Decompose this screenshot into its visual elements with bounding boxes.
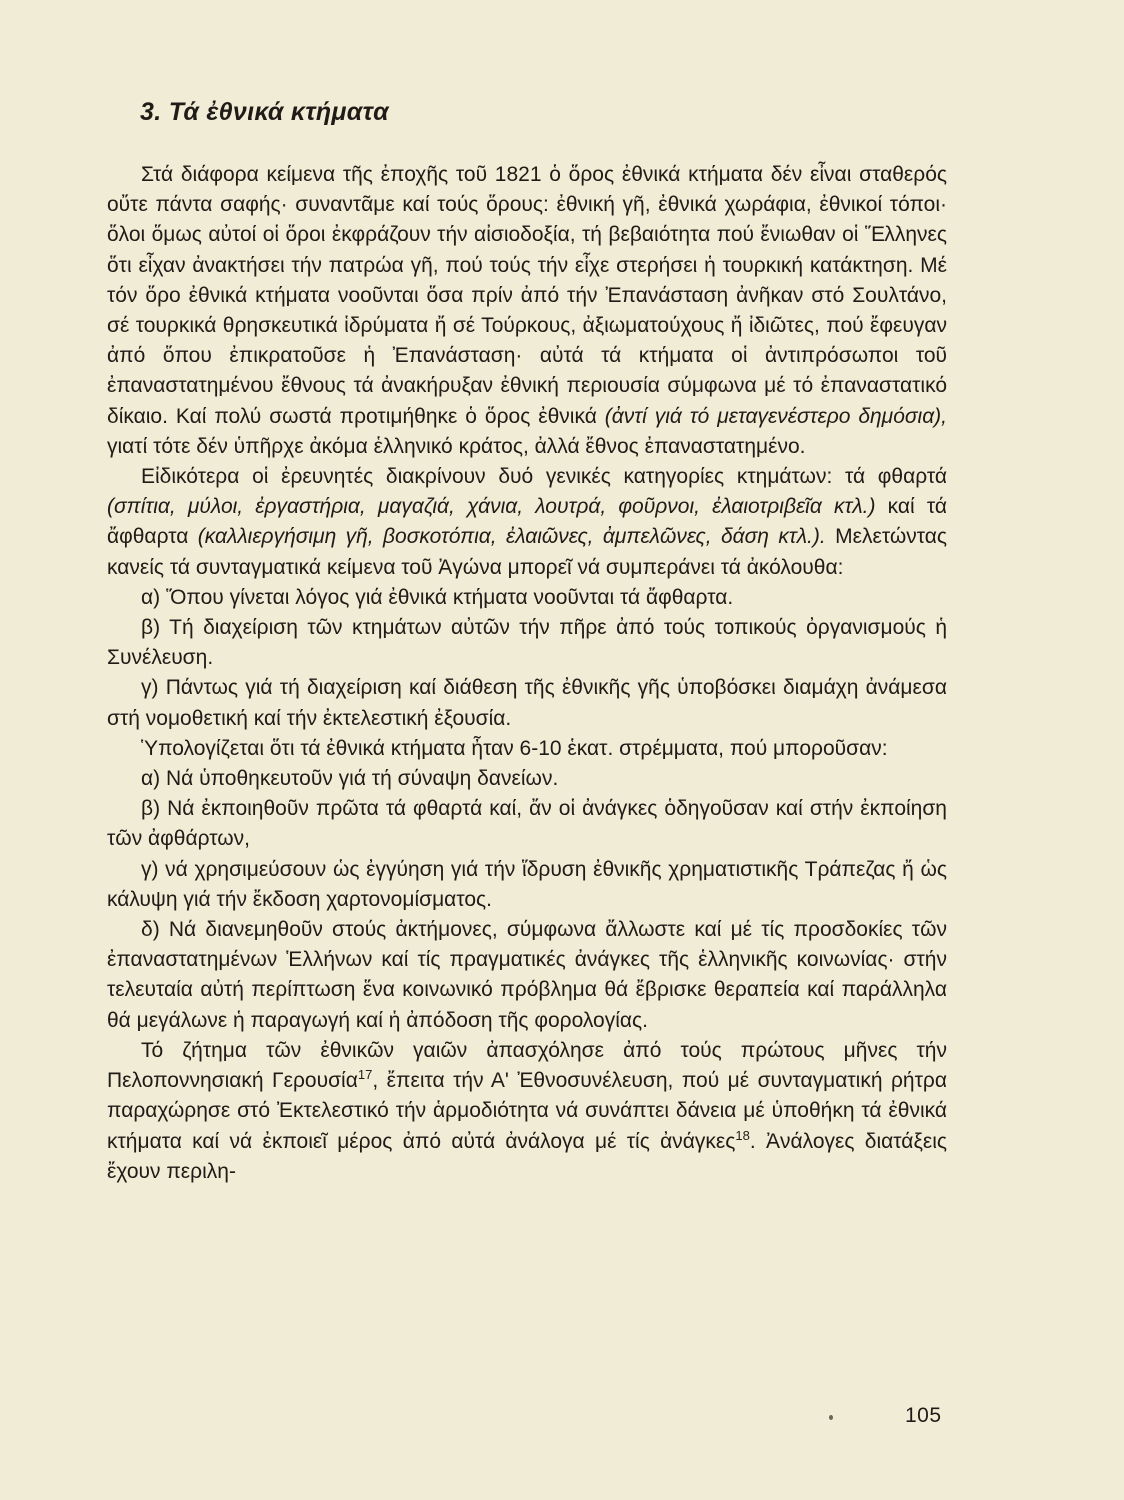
italic-phrase: (ἀντί γιά τό μεταγενέστερο δημόσια),: [604, 404, 948, 428]
paragraph-text: Μελετώντας κανείς τά συνταγματικά κείμενα τοῦ Ἀγώνα μπορεῖ νά συμπεράνει τά ἀκόλουθα:: [107, 525, 947, 579]
italic-imperishable-list: (καλλιεργήσιμη γῆ, βοσκοτόπια, ἐλαιῶνες, ἀμπελῶνες, δάση κτλ.).: [197, 525, 826, 549]
paragraph-text: Στά διάφορα κείμενα τῆς ἐποχῆς τοῦ 1821 ὁ ὅρος ἐθνικά κτήματα δέν εἶναι σταθερός οὔτε πάντα σαφής· συναντᾶμε καί τούς ὅρους: ἐθνική γῆ, ἐθνικά χωράφια, ἐθνικοί τόποι· ὅλοι ὅμως αὐτοί οἱ ὅροι ἐκφράζουν τήν αἰσιοδοξία, τή βεβαιότητα πού ἔνιωθαν οἱ Ἕλληνες ὅτι εἶχαν ἀνακτήσει τήν πατρώα γῆ, πού τούς τήν εἶχε στερήσει ἡ τουρκική κατάκτηση. Μέ τόν ὅρο ἐθνικά κτήματα νοοῦνται ὅσα πρίν ἀπό τήν Ἐπανάσταση ἀνῆκαν στό Σουλτάνο, σέ τουρκικά θρησκευτικά ἱδρύματα ἤ σέ Τούρκους, ἀξιωματούχους ἤ ἰδιῶτες, πού ἔφευγαν ἀπό ὅπου ἐπικρατοῦσε ἡ Ἐπανάσταση· αὐτά τά κτήματα οἱ ἀντιπρόσωποι τοῦ ἐπαναστατημένου ἔθνους τά ἀνακήρυξαν ἐθνική περιουσία σύμφωνα μέ τό ἐπαναστατικό δίκαιο. Καί πολύ σωστά προτιμήθηκε ὁ ὅρος ἐθνικά: [107, 163, 947, 428]
paragraph-text: . Ἀνάλογες διατάξεις ἔχουν περιλη-: [107, 1129, 947, 1183]
paragraph-text: καί τά ἄφθαρτα: [107, 495, 947, 549]
paragraph-national-estates-definition: [107, 160, 947, 462]
list-item: α) Νά ὑποθηκευτοῦν γιά τή σύναψη δανείων.: [141, 767, 559, 791]
italic-perishable-list: (σπίτια, μύλοι, ἐργαστήρια, μαγαζιά, χάνια, λουτρά, φοῦρνοι, ἐλαιοτριβεῖα κτλ.): [107, 495, 876, 519]
print-speck: [829, 1415, 833, 1420]
list-item: β) Νά ἐκποιηθοῦν πρῶτα τά φθαρτά καί, ἄν οἱ ἀνάγκες ὁδηγοῦσαν καί στήν ἐκποίηση τῶν ἀφθάρτων,: [107, 797, 947, 851]
list-item: β) Τή διαχείριση τῶν κτημάτων αὐτῶν τήν πῆρε ἀπό τούς τοπικούς ὀργανισμούς ἡ Συνέλευση.: [107, 616, 947, 670]
paragraph-text: γιατί τότε δέν ὑπῆρχε ἀκόμα ἑλληνικό κράτος, ἀλλά ἔθνος ἐπαναστατημένο.: [107, 434, 806, 458]
paragraph-estimate: Ὑπολογίζεται ὅτι τά ἐθνικά κτήματα ἦταν 6-10 ἑκατ. στρέμματα, πού μποροῦσαν:: [141, 736, 888, 760]
footnote-ref: 18: [735, 1127, 750, 1143]
paragraph-text: Εἰδικότερα οἱ ἐρευνητές διακρίνουν δυό γενικές κατηγορίες κτημάτων: τά φθαρτά: [141, 465, 947, 489]
list-item: γ) Πάντως γιά τή διαχείριση καί διάθεση τῆς ἐθνικῆς γῆς ὑποβόσκει διαμάχη ἀνάμεσα στή νομοθετική καί τήν ἐκτελεστική ἐξουσία.: [107, 676, 947, 730]
list-item: δ) Νά διανεμηθοῦν στούς ἀκτήμονες, σύμφωνα ἄλλωστε καί μέ τίς προσδοκίες τῶν ἐπαναστατημένων Ἑλλήνων καί τίς πραγματικές ἀνάγκες τῆς ἑλληνικῆς κοινωνίας· στήν τελευταία αὐτή περίπτωση ἕνα κοινωνικό πρόβλημα θά ἔβρισκε θεραπεία καί παράλληλα θά μεγάλωνε ἡ παραγωγή καί ἡ ἀπόδοση τῆς φορολογίας.: [107, 918, 947, 1032]
list-item: γ) νά χρησιμεύσουν ὡς ἐγγύηση γιά τήν ἵδρυση ἐθνικῆς χρηματιστικῆς Τράπεζας ἤ ὡς κάλυψη γιά τήν ἔκδοση χαρτονομίσματος.: [107, 857, 947, 911]
body-text: [107, 160, 947, 1187]
paragraph-categories: [107, 462, 947, 583]
footnote-ref: 17: [357, 1067, 373, 1083]
paragraph-national-lands-issue: [107, 1036, 947, 1187]
section-heading: 3. Τά ἐθνικά κτήματα: [140, 98, 389, 126]
page-number: 105: [905, 1404, 942, 1427]
paragraph-text: Τό ζήτημα τῶν ἐθνικῶν γαιῶν ἀπασχόλησε ἀπό τούς πρώτους μῆνες τήν Πελοποννησιακή Γερουσία: [107, 1038, 947, 1093]
paragraph-text: , ἔπειτα τήν Α' Ἐθνοσυνέλευση, πού μέ συνταγματική ρήτρα παραχώρησε στό Ἐκτελεστικό τήν ἁρμοδιότητα νά συνάπτει δάνεια μέ ὑποθήκη τά ἐθνικά κτήματα καί νά ἐκποιεῖ μέρος ἀπό αὐτά ἀνάλογα μέ τίς ἀνάγκες: [107, 1069, 947, 1153]
list-item: α) Ὅπου γίνεται λόγος γιά ἐθνικά κτήματα νοοῦνται τά ἄφθαρτα.: [141, 585, 734, 609]
